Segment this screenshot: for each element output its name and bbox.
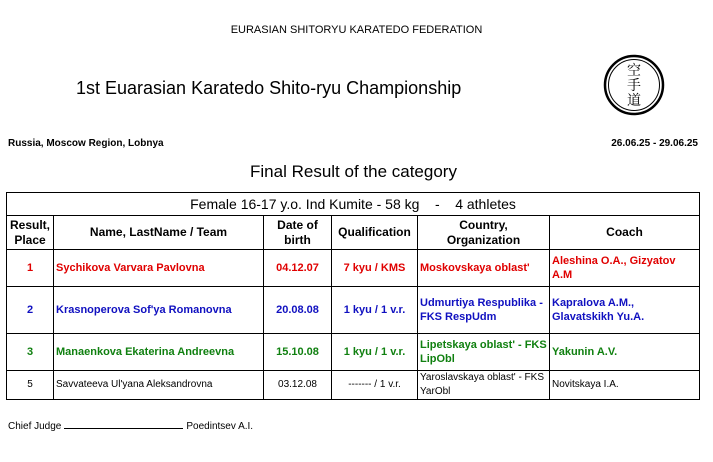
col-place-line1: Result, <box>9 217 50 232</box>
chief-judge-label: Chief Judge <box>8 421 62 432</box>
event-location: Russia, Moscow Region, Lobnya <box>8 138 164 149</box>
chief-judge-name: Poedintsev A.I. <box>186 421 254 432</box>
header-row <box>7 216 700 250</box>
qualification-cell: ------- / 1 v.r. <box>332 371 418 400</box>
place-cell: 2 <box>7 287 54 334</box>
col-dob-line1: Date of <box>277 217 318 232</box>
athlete-name-cell: Savvateeva Ul'yana Aleksandrovna <box>54 371 264 400</box>
col-place <box>7 216 54 250</box>
place-cell: 3 <box>7 334 54 371</box>
athlete-name-cell: Krasnoperova Sof'ya Romanovna <box>54 287 264 334</box>
chief-judge-line <box>8 418 253 432</box>
col-dob-line2: birth <box>284 232 311 247</box>
logo-glyph: 道 <box>627 93 641 109</box>
table-row <box>7 371 700 400</box>
signature-line <box>64 418 183 429</box>
federation-name: EURASIAN SHITORYU KARATEDO FEDERATION <box>230 24 483 36</box>
col-dob <box>264 216 332 250</box>
qualification-cell: 1 kyu / 1 v.r. <box>332 334 418 371</box>
athlete-name-cell: Manaenkova Ekaterina Andreevna <box>54 334 264 371</box>
col-qualification: Qualification <box>332 216 418 250</box>
event-dates: 26.06.25 - 29.06.25 <box>611 138 698 149</box>
country-cell: Lipetskaya oblast' - FKS LipObl <box>418 334 550 371</box>
coach-cell: Novitskaya I.A. <box>550 371 700 400</box>
logo-glyph: 空 <box>627 63 641 79</box>
qualification-cell: 7 kyu / KMS <box>332 250 418 287</box>
col-country-line2: Organization <box>446 232 521 247</box>
coach-cell: Yakunin A.V. <box>550 334 700 371</box>
place-cell: 1 <box>7 250 54 287</box>
logo-glyph: 手 <box>627 78 641 94</box>
col-place-line2: Place <box>14 232 46 247</box>
table-row <box>7 287 700 334</box>
country-cell: Udmurtiya Respublika - FKS RespUdm <box>418 287 550 334</box>
final-result-title: Final Result of the category <box>250 162 457 181</box>
category-row <box>7 193 700 216</box>
championship-title: 1st Euarasian Karatedo Shito-ryu Championship <box>76 78 462 98</box>
country-cell: Moskovskaya oblast' <box>418 250 550 287</box>
coach-cell: Kapralova A.M., Glavatskikh Yu.A. <box>550 287 700 334</box>
dob-cell: 03.12.08 <box>264 371 332 400</box>
karatedo-logo <box>603 54 665 116</box>
dob-cell: 15.10.08 <box>264 334 332 371</box>
qualification-cell: 1 kyu / 1 v.r. <box>332 287 418 334</box>
category-title: Female 16-17 y.o. Ind Kumite - 58 kg - 4 athletes <box>7 193 700 216</box>
coach-cell: Aleshina O.A., Gizyatov A.M <box>550 250 700 287</box>
table-row <box>7 250 700 287</box>
table-row <box>7 334 700 371</box>
col-name: Name, LastName / Team <box>54 216 264 250</box>
dob-cell: 04.12.07 <box>264 250 332 287</box>
dob-cell: 20.08.08 <box>264 287 332 334</box>
results-table <box>6 192 700 400</box>
col-country-line1: Country, <box>459 217 508 232</box>
place-cell: 5 <box>7 371 54 400</box>
country-cell: Yaroslavskaya oblast' - FKS YarObl <box>418 371 550 400</box>
athlete-name-cell: Sychikova Varvara Pavlovna <box>54 250 264 287</box>
col-coach: Coach <box>550 216 700 250</box>
col-country <box>418 216 550 250</box>
